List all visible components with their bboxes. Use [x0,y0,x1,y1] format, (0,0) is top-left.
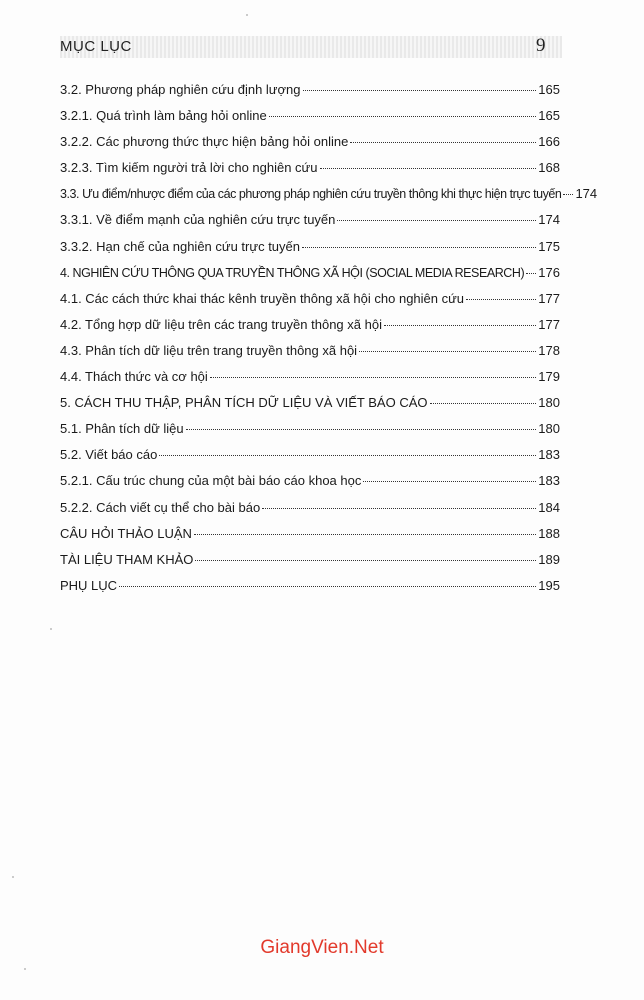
dot-leader [262,508,536,509]
toc-entry[interactable] [60,526,560,552]
toc-entry-label: 4.2. Tổng hợp dữ liệu trên các trang truyền thông xã hội [60,316,382,332]
toc-entry-label: 5. CÁCH THU THẬP, PHÂN TÍCH DỮ LIỆU VÀ VIẾT BÁO CÁO [60,395,428,411]
toc-entry-label: 3.3. Ưu điểm/nhược điểm của các phương pháp nghiên cứu truyền thông khi thực hiện trực tuyến [60,187,562,202]
toc-entry-page: 175 [538,238,560,254]
toc-entry[interactable] [60,395,560,421]
dot-leader [302,247,536,248]
toc-entry-page: 195 [538,577,560,593]
dot-leader [430,403,537,404]
dot-leader [350,142,536,143]
toc-entry-page: 177 [538,316,560,332]
toc-entry[interactable] [60,160,560,186]
toc-entry[interactable] [60,473,560,499]
toc-entry-label: 3.2.2. Các phương thức thực hiện bảng hỏi online [60,134,349,150]
toc-entry[interactable] [60,317,560,343]
toc-entry-label: 3.3.1. Về điểm mạnh của nghiên cứu trực tuyến [60,212,336,228]
scan-speck [246,14,248,16]
toc-entry-page: 177 [538,290,560,306]
toc-entry[interactable] [60,447,560,473]
toc-entry-label: CÂU HỎI THẢO LUẬN [60,525,192,541]
toc-entry-label: TÀI LIỆU THAM KHẢO [60,551,194,567]
toc-entry-page: 176 [538,264,560,280]
dot-leader [563,194,573,195]
dot-leader [210,377,537,378]
toc-entry-label: 4. NGHIÊN CỨU THÔNG QUA TRUYỀN THÔNG XÃ HỘI (SOCIAL MEDIA RESEARCH) [60,265,525,280]
table-of-contents [60,82,598,604]
scan-speck [24,968,26,970]
toc-entry-label: 5.2. Viết báo cáo [60,447,158,463]
dot-leader [159,455,536,456]
toc-entry-page: 174 [575,186,598,202]
toc-entry[interactable] [60,421,560,447]
toc-entry-page: 179 [538,369,560,385]
toc-entry[interactable] [60,265,560,291]
toc-entry-label: 4.3. Phân tích dữ liệu trên trang truyền thông xã hội [60,342,358,358]
toc-entry[interactable] [60,212,560,238]
toc-entry[interactable] [60,108,560,134]
toc-entry[interactable] [60,291,560,317]
toc-entry-page: 178 [538,342,560,358]
dot-leader [269,116,537,117]
toc-entry-page: 184 [538,499,560,515]
toc-entry-page: 166 [538,134,560,150]
toc-entry-page: 174 [538,212,560,228]
toc-entry[interactable] [60,369,560,395]
toc-entry[interactable] [60,343,560,369]
toc-entry-page: 165 [538,108,560,124]
toc-entry-label: 5.2.1. Cấu trúc chung của một bài báo cáo khoa học [60,473,362,489]
scan-speck [50,628,52,630]
toc-entry[interactable] [60,186,598,212]
dot-leader [337,220,536,221]
toc-entry-page: 165 [538,82,560,97]
toc-entry-label: 3.3.2. Hạn chế của nghiên cứu trực tuyến [60,238,300,254]
toc-entry-page: 168 [538,160,560,176]
toc-entry[interactable] [60,134,560,160]
dot-leader [186,429,537,430]
dot-leader [195,560,536,561]
toc-entry[interactable] [60,82,560,108]
toc-entry-page: 180 [538,421,560,437]
toc-entry-label: 4.1. Các cách thức khai thác kênh truyền thông xã hội cho nghiên cứu [60,290,465,306]
dot-leader [194,534,536,535]
toc-entry-page: 183 [538,473,560,489]
toc-entry-label: 5.1. Phân tích dữ liệu [60,421,184,437]
dot-leader [384,325,536,326]
dot-leader [363,481,536,482]
watermark-brand: GiangVien.Net [260,937,384,958]
dot-leader [526,273,536,274]
toc-entry-label: 4.4. Thách thức và cơ hội [60,369,208,385]
header-band [60,36,562,58]
scan-speck [12,876,14,878]
dot-leader [320,168,537,169]
page-number: 9 [536,35,546,56]
toc-entry-label: 5.2.2. Cách viết cụ thể cho bài báo [60,499,261,515]
dot-leader [466,299,536,300]
dot-leader [359,351,536,352]
toc-entry-label: 3.2.3. Tìm kiếm người trả lời cho nghiên cứu [60,160,318,176]
toc-entry-page: 189 [538,551,560,567]
dot-leader [303,90,537,91]
toc-entry[interactable] [60,578,560,604]
toc-entry[interactable] [60,500,560,526]
toc-entry-label: 3.2. Phương pháp nghiên cứu định lượng [60,82,301,97]
toc-entry-label: 3.2.1. Quá trình làm bảng hỏi online [60,108,267,124]
dot-leader [119,586,536,587]
toc-entry-label: PHỤ LỤC [60,577,118,593]
toc-entry-page: 180 [538,395,560,411]
toc-entry[interactable] [60,239,560,265]
page-title: MỤC LỤC [60,38,132,55]
toc-entry-page: 183 [538,447,560,463]
toc-entry-page: 188 [538,525,560,541]
toc-entry[interactable] [60,552,560,578]
